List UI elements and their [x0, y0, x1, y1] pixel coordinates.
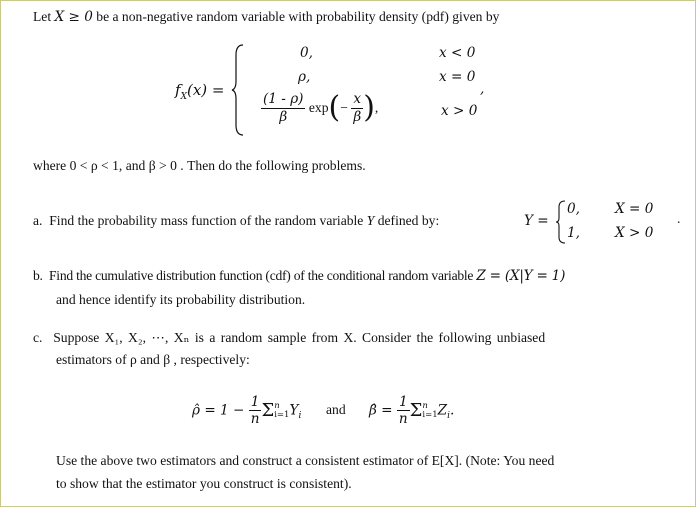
rho-hat-lhs: ρ̂ = 1 −: [192, 402, 245, 419]
pdf-paren-open: (: [328, 90, 341, 125]
part-a-case2-value: 1,: [567, 225, 580, 241]
intro-line: [33, 9, 499, 25]
pdf-case2-cond: x = 0: [439, 69, 476, 85]
part-a-text: [33, 213, 439, 229]
rho-hat-estimator: [192, 394, 301, 428]
pdf-case2-value: ρ,: [298, 69, 311, 85]
beta-hat-lhs: β̂ =: [369, 402, 393, 419]
rho-frac-num: 1: [249, 394, 262, 411]
beta-sum: Σ: [409, 400, 423, 422]
part-a-body2: defined by:: [377, 213, 440, 228]
rho-sum-limits: [274, 402, 289, 420]
pdf-lhs-arg: (x) =: [186, 81, 225, 99]
intro-condition: X ≥ 0: [54, 9, 93, 25]
pdf-trailing-comma: ,: [480, 81, 485, 97]
part-a-case1-cond: X = 0: [615, 201, 654, 217]
pdf-exp: exp: [308, 99, 329, 115]
beta-sum-limits: [422, 402, 437, 420]
pdf-lhs-sub: X: [180, 92, 187, 102]
part-a-trailing-period: .: [677, 211, 681, 226]
pdf-inner-num: x: [351, 91, 363, 108]
pdf-case1-cond: x < 0: [439, 45, 476, 61]
rho-hat-fraction: [249, 394, 262, 428]
part-b-body: Find the cumulative distribution function (cdf) of the conditional random variable: [49, 268, 474, 283]
pdf-case3-cond: x > 0: [441, 103, 478, 119]
pdf-case3-expr: $\frac{(1 - \rho)}{\beta}$ exp(− $\frac{x}{\beta}$ ),: [263, 90, 379, 125]
pdf-inner-fraction: [351, 91, 363, 125]
beta-term-sub: i: [447, 411, 450, 422]
rho-term: Y: [289, 402, 299, 419]
pdf-case3-fraction: [261, 91, 305, 125]
intro-text-1: Let: [33, 9, 55, 24]
pdf-case1-value: 0,: [300, 45, 313, 61]
part-a-body: Find the probability mass function of the random variable: [49, 213, 364, 228]
beta-term: Z: [437, 402, 448, 419]
part-b-expr: Z = (X|Y = 1): [476, 268, 566, 284]
part-a-var: Y: [366, 213, 375, 228]
part-a-brace: [555, 199, 567, 245]
rho-sum: Σ: [261, 400, 275, 422]
pdf-brace: [231, 43, 245, 137]
pdf-inner-den: β: [353, 108, 362, 125]
part-a-case1-value: 0,: [567, 201, 580, 217]
beta-frac-den: n: [398, 411, 408, 428]
estimators-and: and: [326, 402, 346, 417]
part-a-def-lhs: Y =: [524, 213, 549, 229]
part-b-line1: [33, 268, 565, 284]
intro-text-2: be a non-negative random variable with probability density (pdf) given by: [92, 9, 500, 24]
beta-frac-num: 1: [397, 394, 410, 411]
rho-frac-den: n: [250, 411, 260, 428]
beta-sum-bot: i=1: [422, 409, 438, 420]
rho-sum-bot: i=1: [274, 409, 290, 420]
part-c-line3: Use the above two estimators and construct a consistent estimator of E[X]. (Note: You need: [56, 453, 555, 468]
part-c-label: c.: [33, 330, 43, 345]
part-b-line2: and hence identify its probability distribution.: [56, 292, 306, 307]
beta-trailing-period: .: [450, 402, 455, 419]
part-a-case2-cond: X > 0: [615, 225, 654, 241]
beta-hat-fraction: [397, 394, 410, 428]
part-c-line2: estimators of ρ and β , respectively:: [56, 352, 250, 367]
where-line: where 0 < ρ < 1, and β > 0 . Then do the following problems.: [33, 158, 366, 173]
beta-hat-estimator: [369, 394, 454, 428]
pdf-lhs: [175, 81, 224, 103]
part-c-line1: [33, 330, 545, 346]
pdf-paren-close: ): [363, 90, 375, 125]
part-c-line4: to show that the estimator you construct is consistent).: [56, 476, 352, 491]
rho-sum-top: n: [274, 400, 280, 411]
part-b-label: b.: [33, 268, 43, 283]
part-c-line1-text: Suppose X₁, X₂, ⋯, Xₙ is a random sample from X. Consider the following unbiased: [53, 330, 546, 345]
pdf-minus: −: [340, 99, 348, 115]
pdf-case3-den: β: [279, 108, 288, 125]
part-a-label: a.: [33, 213, 43, 228]
rho-term-sub: i: [298, 411, 302, 422]
pdf-case3-num: (1 - ρ): [263, 91, 304, 108]
beta-sum-top: n: [422, 400, 428, 411]
pdf-lhs-f: f: [175, 81, 181, 99]
